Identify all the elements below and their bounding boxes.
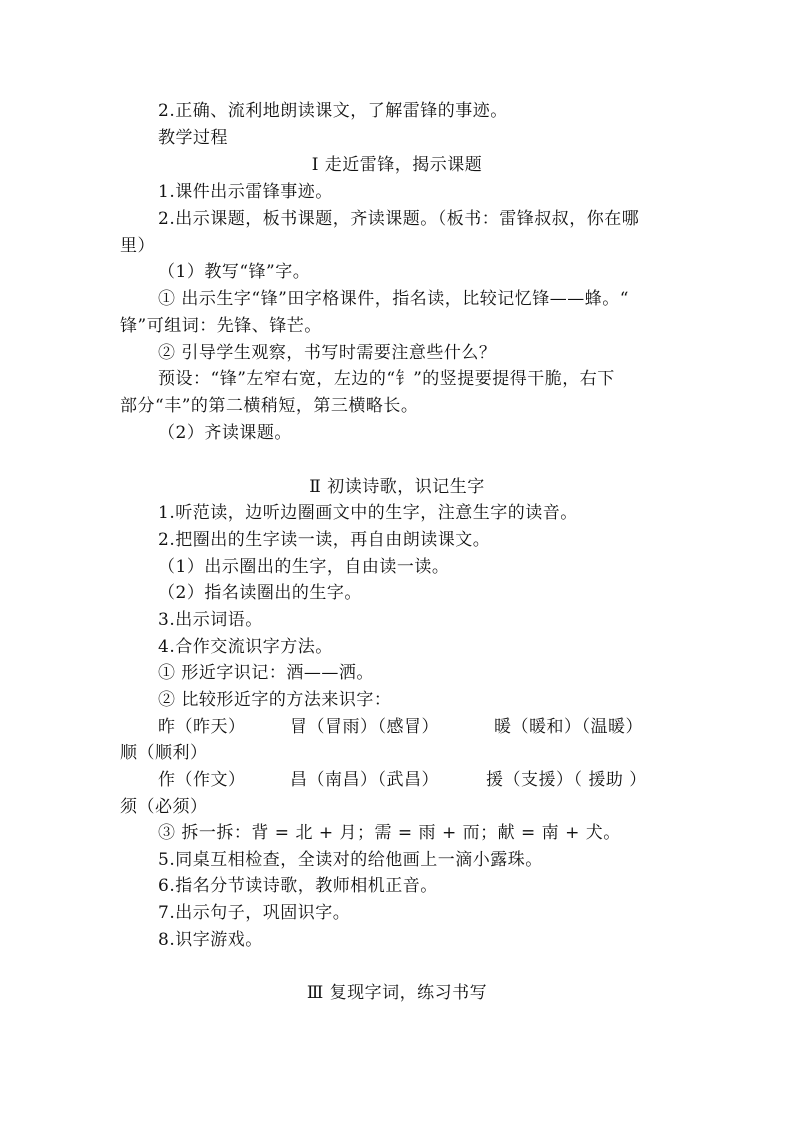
step-2-5: 5.同桌互相检查，全读对的给他画上一滴小露珠。 (158, 850, 543, 870)
method-3: ③ 拆一拆：背 = 北 + 月；需 = 雨 + 而；献 = 南 + 犬。 (158, 823, 621, 843)
section-label-teaching-process: 教学过程 (158, 128, 228, 148)
preset-answer: 预设：“锋”左窄右宽，左边的“钅”的竖提要提得干脆，右下 (158, 369, 615, 389)
step-1-2: 2.出示课题，板书课题，齐读课题。（板书：雷锋叔叔，你在哪 (158, 209, 640, 229)
step-2-2: 2.把圈出的生字读一读，再自由朗读课文。 (158, 530, 491, 550)
step-2-7: 7.出示句子，巩固识字。 (158, 903, 351, 923)
section-heading-1: Ⅰ 走近雷锋，揭示课题 (311, 155, 483, 175)
step-1-2-cont: 里） (120, 236, 155, 256)
substep-1-2-1-b: ② 引导学生观察，书写时需要注意些什么？ (158, 343, 497, 363)
word-group-shun: 顺（顺利） (120, 743, 208, 763)
objective-2: 2.正确、流利地朗读课文，了解雷锋的事迹。 (158, 101, 508, 121)
preset-answer-cont: 部分“丰”的第二横稍短，第三横略长。 (120, 396, 419, 416)
step-1-1: 1.课件出示雷锋事迹。 (158, 182, 333, 202)
word-group-zuo: 昨（昨天） (158, 717, 246, 737)
word-group-nuan: 暖（暖和）（温暖） (494, 717, 643, 737)
substep-1-2-1-a-cont: 锋”可组词：先锋、锋芒。 (120, 316, 322, 336)
substep-2-2-2: （2）指名读圈出的生字。 (158, 583, 362, 603)
substep-1-2-1-a: ① 出示生字“锋”田字格课件，指名读，比较记忆锋——蜂。“ (158, 289, 629, 309)
step-2-4: 4.合作交流识字方法。 (158, 637, 333, 657)
word-group-chang: 昌（南昌）（武昌） (290, 770, 439, 790)
step-2-3: 3.出示词语。 (158, 610, 263, 630)
word-group-xu: 须（必须） (120, 797, 208, 817)
substep-1-2-1: （1）教写“锋”字。 (158, 262, 311, 282)
step-2-6: 6.指名分节读诗歌，教师相机正音。 (158, 876, 438, 896)
step-2-8: 8.识字游戏。 (158, 930, 263, 950)
method-2: ② 比较形近字的方法来识字： (158, 690, 392, 710)
section-heading-3: Ⅲ 复现字词，练习书写 (306, 983, 488, 1003)
word-group-zuowen: 作（作文） (158, 770, 246, 790)
step-2-1: 1.听范读，边听边圈画文中的生字，注意生字的读音。 (158, 503, 578, 523)
substep-2-2-1: （1）出示圈出的生字，自由读一读。 (158, 557, 450, 577)
section-heading-2: Ⅱ 初读诗歌，识记生字 (309, 477, 485, 497)
word-group-mao: 冒（冒雨）（感冒） (290, 717, 439, 737)
method-1: ① 形近字识记：酒——洒。 (158, 663, 374, 683)
word-group-yuan: 援（支援）（ 援助 ） (486, 770, 647, 790)
substep-1-2-2: （2）齐读课题。 (158, 423, 292, 443)
